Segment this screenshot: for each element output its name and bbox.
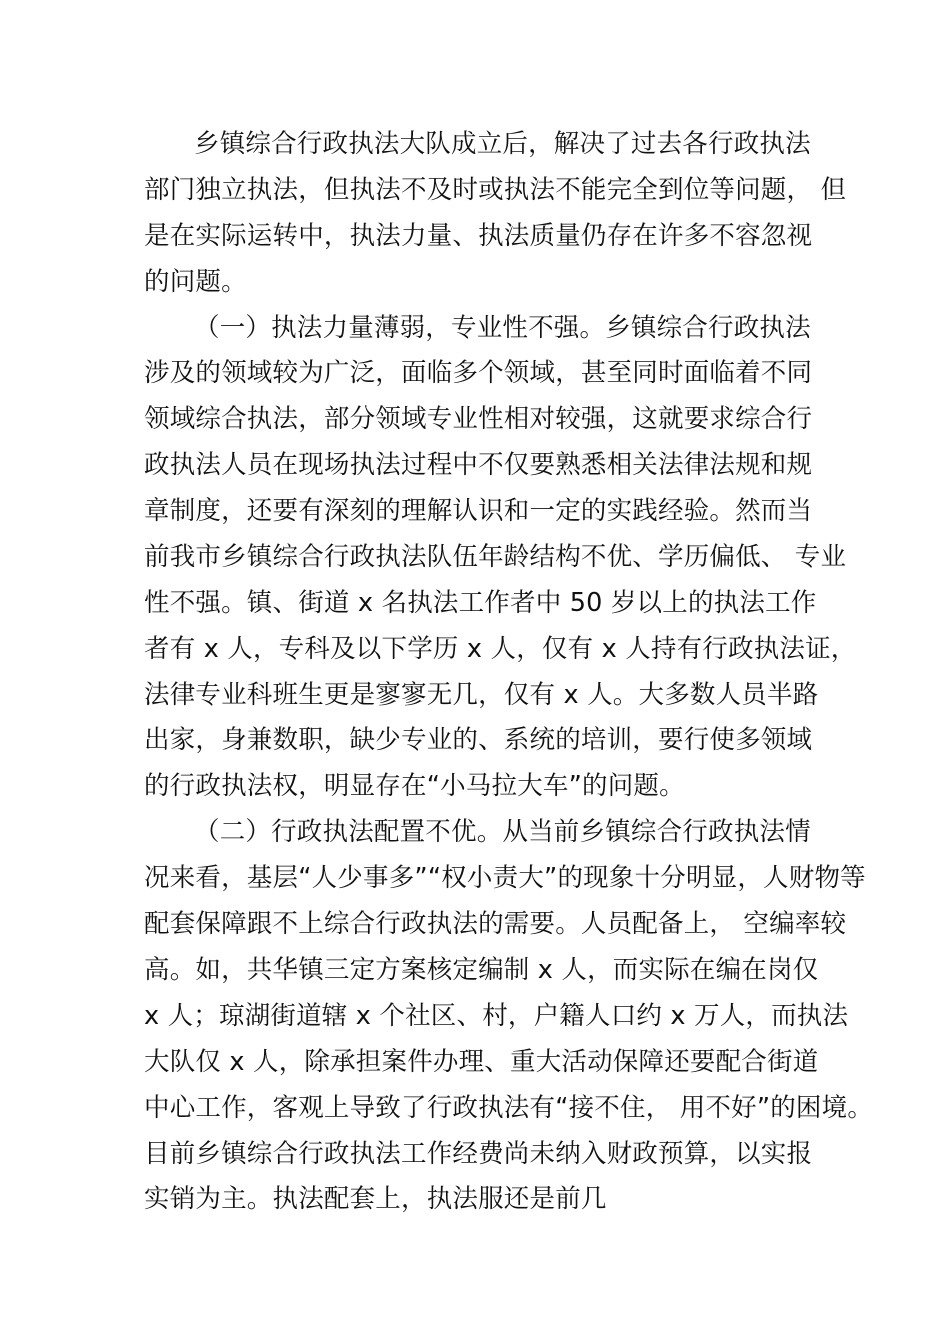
paragraph-2-line-5: 章制度，还要有深刻的理解认识和一定的实践经验。然而当	[144, 496, 813, 526]
paragraph-2-line-6: 前我市乡镇综合行政执法队伍年龄结构不优、学历偏低、 专业	[144, 542, 847, 572]
paragraph-2-line-1: （一）执法力量薄弱，专业性不强。乡镇综合行政执法	[194, 313, 811, 343]
paragraph-2-line-9: 法律专业科班生更是寥寥无几，仅有 x 人。大多数人员半路	[144, 680, 819, 710]
paragraph-2-line-8: 者有 x 人，专科及以下学历 x 人，仅有 x 人持有行政执法证，	[144, 634, 857, 664]
paragraph-3-line-8: 目前乡镇综合行政执法工作经费尚未纳入财政预算，以实报	[144, 1139, 813, 1169]
paragraph-3-line-1: （二）行政执法配置不优。从当前乡镇综合行政执法情	[194, 817, 811, 847]
paragraph-3-line-9: 实销为主。执法配套上，执法服还是前几	[144, 1184, 607, 1214]
paragraph-3-line-6: 大队仅 x 人，除承担案件办理、重大活动保障还要配合街道	[144, 1047, 819, 1077]
paragraph-2-line-2: 涉及的领域较为广泛，面临多个领域，甚至同时面临着不同	[144, 358, 813, 388]
paragraph-3-line-2: 况来看，基层“人少事多”“权小责大”的现象十分明显，人财物等	[144, 863, 866, 893]
paragraph-1-line-4: 的问题。	[144, 267, 247, 297]
paragraph-1-line-1: 乡镇综合行政执法大队成立后，解决了过去各行政执法	[194, 129, 811, 159]
paragraph-2-line-10: 出家，身兼数职，缺少专业的、系统的培训，要行使多领域	[144, 725, 813, 755]
paragraph-2-line-7: 性不强。镇、街道 x 名执法工作者中 50 岁以上的执法工作	[144, 588, 817, 618]
paragraph-3-line-7: 中心工作，客观上导致了行政执法有“接不住， 用不好”的困境。	[144, 1093, 874, 1123]
paragraph-1-line-3: 是在实际运转中，执法力量、执法质量仍存在许多不容忽视	[144, 221, 813, 251]
paragraph-2-line-3: 领域综合执法，部分领域专业性相对较强，这就要求综合行	[144, 404, 813, 434]
paragraph-1-line-2: 部门独立执法，但执法不及时或执法不能完全到位等问题， 但	[144, 175, 847, 205]
paragraph-3-line-4: 高。如，共华镇三定方案核定编制 x 人，而实际在编在岗仅	[144, 955, 819, 985]
paragraph-2-line-11: 的行政执法权，明显存在“小马拉大车”的问题。	[144, 771, 685, 801]
paragraph-2-line-4: 政执法人员在现场执法过程中不仅要熟悉相关法律法规和规	[144, 450, 813, 480]
paragraph-3-line-3: 配套保障跟不上综合行政执法的需要。人员配备上， 空编率较	[144, 909, 847, 939]
paragraph-3-line-5: x 人；琼湖街道辖 x 个社区、村，户籍人口约 x 万人，而执法	[144, 1001, 849, 1031]
